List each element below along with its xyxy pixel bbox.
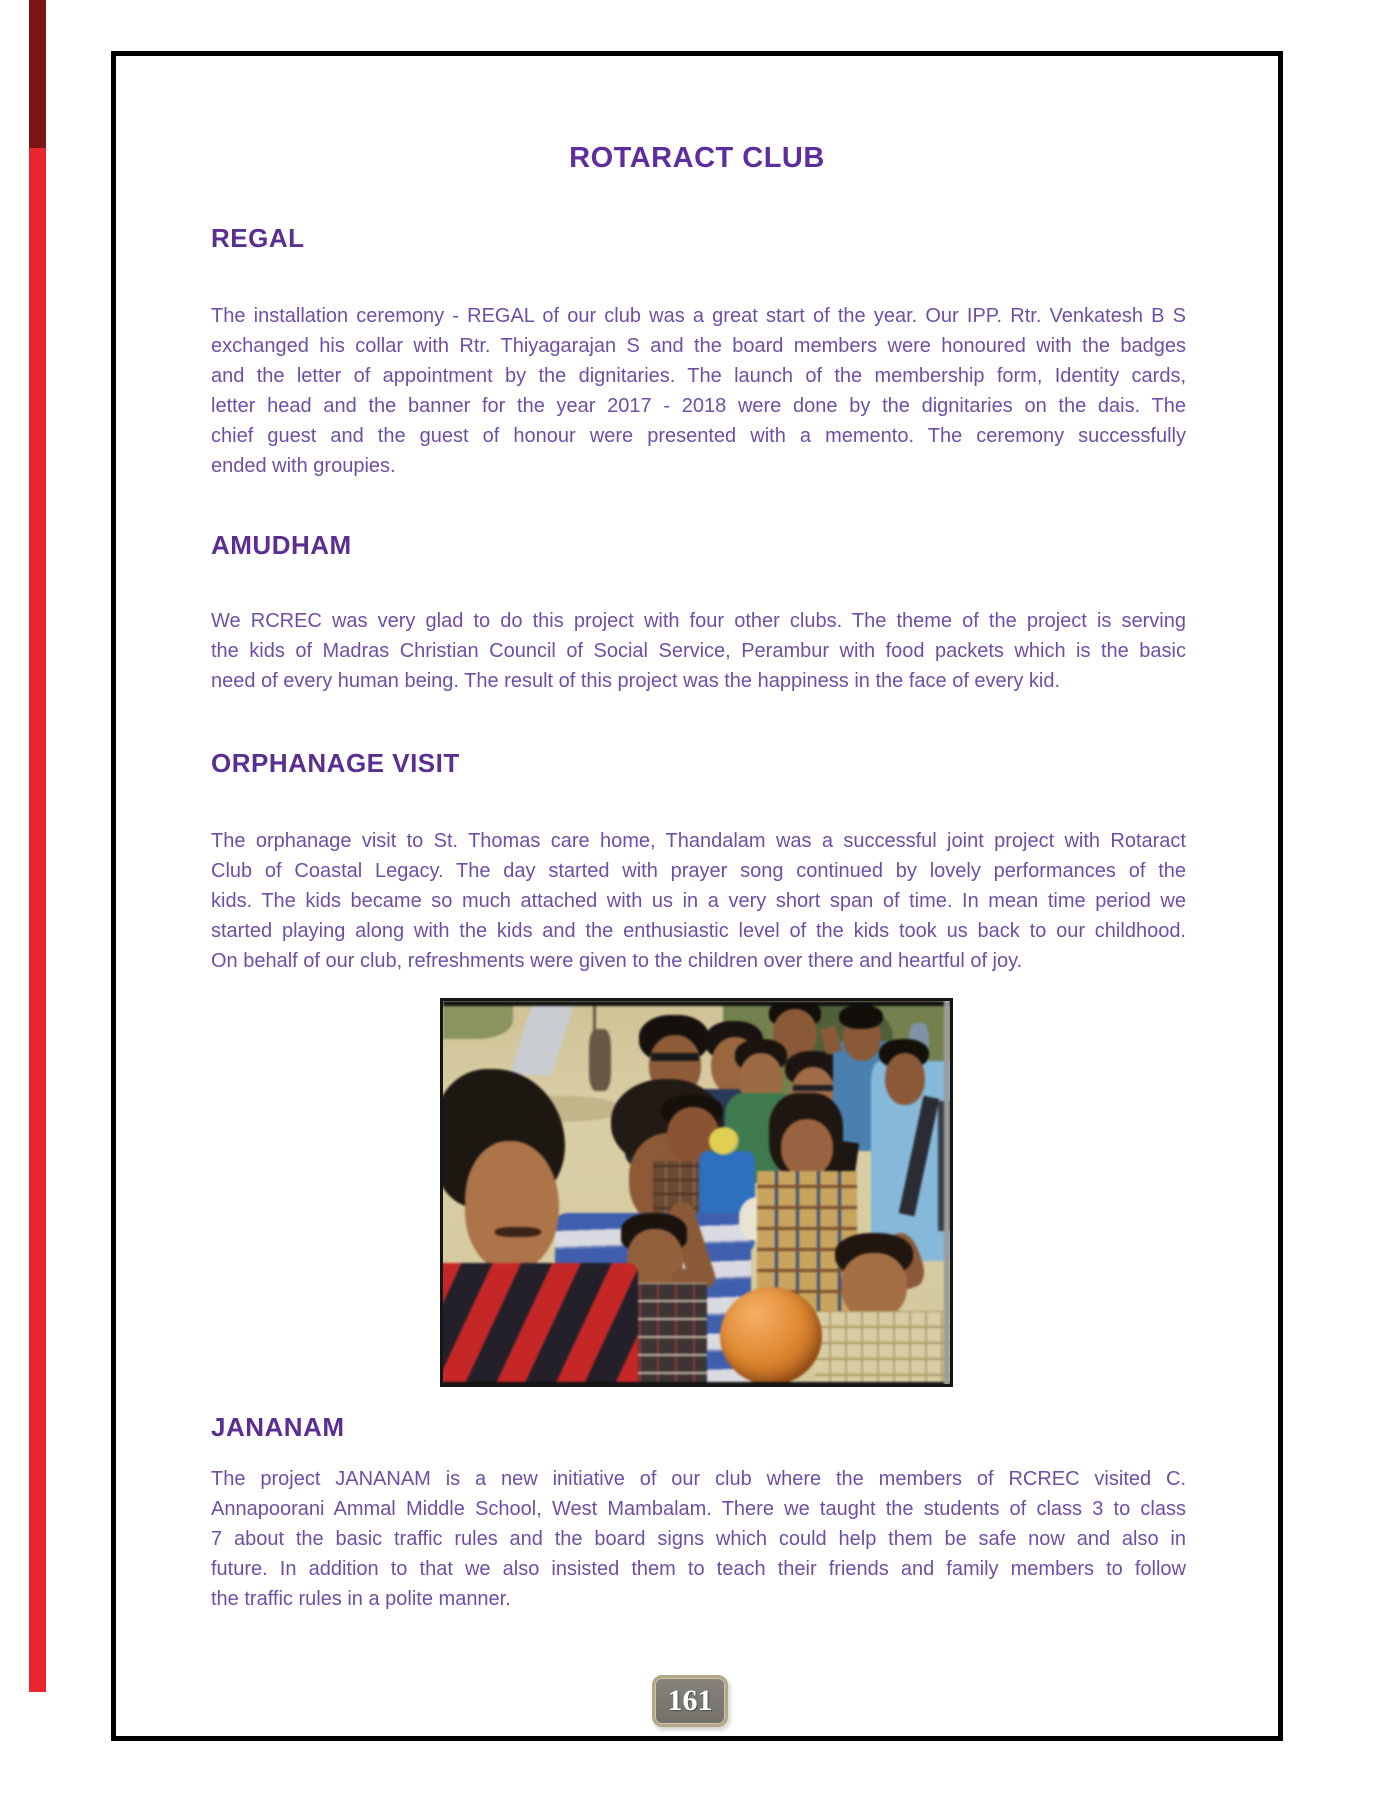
photo-edge-strip	[443, 1382, 953, 1387]
body-text-line: the traffic rules in a polite manner.	[211, 1588, 511, 1610]
photo-volleyball	[709, 1127, 739, 1155]
section-body-jananam	[211, 1464, 1186, 1614]
body-text-line: need of every human being. The result of this project was the happiness in the face of every kid.	[211, 670, 1061, 692]
photo-person	[885, 1053, 925, 1105]
photo-person	[793, 1085, 833, 1091]
body-text-line: On behalf of our club, refreshments were given to the children over there and heartful of joy.	[211, 950, 1023, 972]
body-text-line: ended with groupies.	[211, 455, 396, 477]
photo-person	[465, 1141, 559, 1271]
body-text-line: 7 about the basic traffic rules and the board signs which could help them be safe now and also in	[211, 1528, 1186, 1550]
page-title: ROTARACT CLUB	[569, 142, 825, 174]
body-text-line: started playing along with the kids and the enthusiastic level of the kids took us back to our childhood.	[211, 920, 1186, 942]
body-text-line: exchanged his collar with Rtr. Thiyagarajan S and the board members were honoured with the badges	[211, 335, 1186, 357]
section-heading-amudham: AMUDHAM	[211, 530, 352, 560]
photo-distant-kid	[589, 1029, 611, 1091]
photo-basketball	[720, 1287, 822, 1385]
body-text-line: letter head and the banner for the year 2017 - 2018 were done by the dignitaries on the dais. The	[211, 395, 1186, 417]
body-text-line: Annapoorani Ammal Middle School, West Mambalam. There we taught the students of class 3 to class	[211, 1498, 1186, 1520]
photo-person	[495, 1227, 541, 1237]
photo-person	[781, 1119, 833, 1177]
left-edge-red-bar	[29, 148, 46, 1692]
section-body-amudham	[211, 606, 1186, 696]
body-text-line: chief guest and the guest of honour were presented with a memento. The ceremony successfully	[211, 425, 1186, 447]
section-heading-jananam: JANANAM	[211, 1412, 345, 1442]
photo-person	[839, 1005, 883, 1029]
section-body-orphanage-visit	[211, 826, 1186, 976]
body-text-line: The project JANANAM is a new initiative of our club where the members of RCREC visited C.	[211, 1468, 1186, 1490]
orphanage-visit-photo	[440, 998, 953, 1387]
photo-person	[841, 1253, 907, 1319]
body-text-line: Club of Coastal Legacy. The day started with prayer song continued by lovely performances of the	[211, 860, 1186, 882]
photo-artwork	[443, 1001, 950, 1384]
photo-edge-strip	[944, 1001, 950, 1387]
body-text-line: The orphanage visit to St. Thomas care home, Thandalam was a successful joint project with Rotaract	[211, 830, 1186, 852]
photo-person	[440, 1263, 638, 1387]
photo-foliage	[443, 1001, 513, 1039]
body-text-line: the kids of Madras Christian Council of Social Service, Perambur with food packets which is the basic	[211, 640, 1186, 662]
photo-person	[651, 1053, 699, 1061]
body-text-line: The installation ceremony - REGAL of our club was a great start of the year. Our IPP. Rtr. Venkatesh B S	[211, 305, 1186, 327]
photo-person	[815, 1311, 953, 1387]
body-text-line: We RCREC was very glad to do this project with four other clubs. The theme of the project is serving	[211, 610, 1186, 632]
body-text-line: kids. The kids became so much attached with us in a very short span of time. In mean time period we	[211, 890, 1186, 912]
section-body-regal	[211, 301, 1186, 481]
body-text-line: and the letter of appointment by the dignitaries. The launch of the membership form, Identity cards,	[211, 365, 1186, 387]
section-heading-orphanage-visit: ORPHANAGE VISIT	[211, 748, 460, 778]
section-heading-regal: REGAL	[211, 223, 305, 253]
photo-edge-strip	[443, 1001, 953, 1006]
body-text-line: future. In addition to that we also insisted them to teach their friends and family members to follow	[211, 1558, 1186, 1580]
left-edge-red-bar-top	[29, 0, 46, 148]
page-number-badge: 161	[652, 1675, 728, 1727]
